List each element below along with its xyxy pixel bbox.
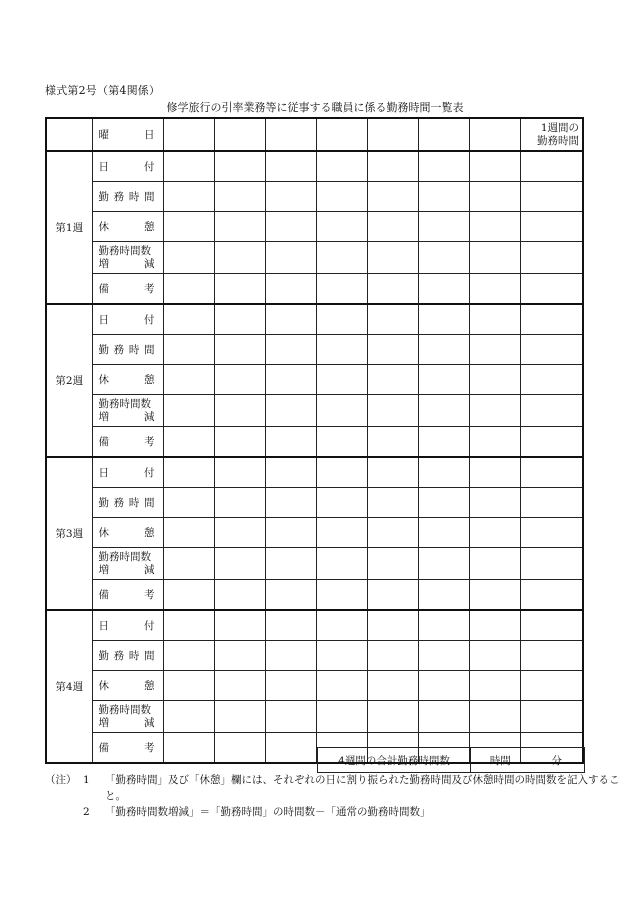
header-day-of-week: 曜 日 [92, 118, 163, 151]
week-1-work-hours-row [46, 182, 583, 212]
entry-cell[interactable] [163, 701, 214, 733]
row-label-line1: 勤務時間数 [98, 244, 151, 257]
row-label-line2: 増 減 [98, 257, 155, 270]
weekly-total-cell[interactable] [520, 242, 583, 274]
week-label: 第1週 [46, 151, 92, 304]
entry-cell[interactable] [469, 365, 520, 395]
header-day-cell[interactable] [316, 118, 367, 151]
row-label-line2: 増 減 [98, 716, 155, 729]
entry-cell[interactable] [418, 335, 469, 365]
entry-cell[interactable] [469, 641, 520, 671]
weekly-total-cell[interactable] [520, 365, 583, 395]
entry-cell[interactable] [214, 548, 265, 580]
entry-cell[interactable] [316, 518, 367, 548]
entry-cell[interactable] [367, 151, 418, 182]
row-label-line1: 勤務時間数 [98, 550, 151, 563]
entry-cell[interactable] [316, 335, 367, 365]
week-1-rest-row [46, 212, 583, 242]
row-label: 休 憩 [92, 518, 163, 548]
weekly-total-cell[interactable] [520, 671, 583, 701]
entry-cell[interactable] [367, 518, 418, 548]
entry-cell[interactable] [316, 365, 367, 395]
row-label: 備 考 [92, 427, 163, 458]
entry-cell[interactable] [469, 701, 520, 733]
weekly-total-cell[interactable] [520, 518, 583, 548]
entry-cell[interactable] [418, 274, 469, 305]
document-title: 修学旅行の引率業務等に従事する職員に係る勤務時間一覧表 [166, 101, 464, 114]
entry-cell[interactable] [214, 182, 265, 212]
entry-cell[interactable] [163, 151, 214, 182]
entry-cell[interactable] [214, 733, 265, 764]
note-text: 「勤務時間」及び「休憩」欄には、それぞれの日に割り振られた勤務時間及び休憩時間の時間数を記入すること。 [105, 774, 620, 802]
entry-cell[interactable] [469, 182, 520, 212]
entry-cell[interactable] [163, 457, 214, 488]
entry-cell[interactable] [316, 457, 367, 488]
entry-cell[interactable] [214, 701, 265, 733]
week-2-hours-change-row [46, 395, 583, 427]
entry-cell[interactable] [469, 242, 520, 274]
entry-cell[interactable] [367, 580, 418, 611]
row-label: 備 考 [92, 580, 163, 611]
week-3-date-row [46, 457, 583, 488]
entry-cell[interactable] [163, 395, 214, 427]
entry-cell[interactable] [367, 671, 418, 701]
note-number: 1 [83, 774, 90, 786]
header-day-cell[interactable] [265, 118, 316, 151]
week-4-hours-change-row [46, 701, 583, 733]
entry-cell[interactable] [214, 518, 265, 548]
header-day-cell[interactable] [214, 118, 265, 151]
entry-cell[interactable] [418, 395, 469, 427]
entry-cell[interactable] [265, 518, 316, 548]
entry-cell[interactable] [418, 701, 469, 733]
header-day-cell[interactable] [163, 118, 214, 151]
entry-cell[interactable] [418, 242, 469, 274]
entry-cell[interactable] [163, 488, 214, 518]
entry-cell[interactable] [214, 427, 265, 458]
entry-cell[interactable] [367, 335, 418, 365]
week-4-date-row [46, 610, 583, 641]
entry-cell[interactable] [418, 548, 469, 580]
entry-cell[interactable] [367, 182, 418, 212]
entry-cell[interactable] [367, 701, 418, 733]
entry-cell[interactable] [418, 488, 469, 518]
entry-cell[interactable] [367, 365, 418, 395]
row-label: 休 憩 [92, 365, 163, 395]
header-weekly-total-line2: 勤務時間 [537, 134, 579, 147]
entry-cell[interactable] [469, 151, 520, 182]
entry-cell[interactable] [469, 457, 520, 488]
entry-cell[interactable] [367, 457, 418, 488]
entry-cell[interactable] [163, 641, 214, 671]
entry-cell[interactable] [214, 610, 265, 641]
week-3-hours-change-row [46, 548, 583, 580]
header-corner-cell [46, 118, 92, 151]
week-1-remarks-row [46, 274, 583, 305]
week-label: 第2週 [46, 304, 92, 457]
note-item-1 [45, 772, 625, 804]
entry-cell[interactable] [316, 580, 367, 611]
entry-cell[interactable] [316, 395, 367, 427]
entry-cell[interactable] [469, 671, 520, 701]
entry-cell[interactable] [316, 212, 367, 242]
entry-cell[interactable] [163, 212, 214, 242]
row-label: 勤 務 時 間 [92, 335, 163, 365]
entry-cell[interactable] [367, 427, 418, 458]
entry-cell[interactable] [265, 151, 316, 182]
four-week-total-label: 4週間の合計勤務時間数 [318, 748, 471, 773]
row-label: 勤 務 時 間 [92, 488, 163, 518]
entry-cell[interactable] [367, 242, 418, 274]
entry-cell[interactable] [367, 488, 418, 518]
note-text: 「勤務時間数増減」＝「勤務時間」の時間数－「通常の勤務時間数」 [105, 806, 431, 818]
entry-cell[interactable] [367, 304, 418, 335]
week-1-hours-change-row [46, 242, 583, 274]
entry-cell[interactable] [163, 733, 214, 764]
entry-cell[interactable] [367, 395, 418, 427]
entry-cell[interactable] [163, 182, 214, 212]
entry-cell[interactable] [214, 488, 265, 518]
row-label: 休 憩 [92, 212, 163, 242]
entry-cell[interactable] [265, 182, 316, 212]
form-number-label: 様式第2号（第4関係） [45, 84, 161, 97]
entry-cell[interactable] [163, 518, 214, 548]
row-label [92, 548, 163, 580]
entry-cell[interactable] [316, 274, 367, 305]
entry-cell[interactable] [265, 212, 316, 242]
weekly-total-cell[interactable] [520, 182, 583, 212]
entry-cell[interactable] [367, 212, 418, 242]
row-label: 勤 務 時 間 [92, 641, 163, 671]
header-day-cell[interactable] [367, 118, 418, 151]
entry-cell[interactable] [418, 610, 469, 641]
row-label: 日 付 [92, 457, 163, 488]
entry-cell[interactable] [418, 671, 469, 701]
week-label: 第3週 [46, 457, 92, 610]
week-3-work-hours-row [46, 488, 583, 518]
weekly-total-cell[interactable] [520, 212, 583, 242]
entry-cell[interactable] [418, 182, 469, 212]
entry-cell[interactable] [265, 580, 316, 611]
weekly-total-cell[interactable] [520, 427, 583, 458]
entry-cell[interactable] [214, 274, 265, 305]
row-label: 日 付 [92, 610, 163, 641]
entry-cell[interactable] [469, 610, 520, 641]
row-label-line1: 勤務時間数 [98, 703, 151, 716]
entry-cell[interactable] [265, 395, 316, 427]
minutes-unit: 分 [551, 754, 562, 767]
entry-cell[interactable] [265, 671, 316, 701]
entry-cell[interactable] [418, 304, 469, 335]
entry-cell[interactable] [469, 427, 520, 458]
four-week-total-table [317, 747, 585, 773]
entry-cell[interactable] [214, 457, 265, 488]
week-3-rest-row [46, 518, 583, 548]
entry-cell[interactable] [418, 151, 469, 182]
row-label: 日 付 [92, 304, 163, 335]
entry-cell[interactable] [367, 548, 418, 580]
entry-cell[interactable] [265, 641, 316, 671]
entry-cell[interactable] [367, 274, 418, 305]
entry-cell[interactable] [469, 580, 520, 611]
week-4-rest-row [46, 671, 583, 701]
header-weekly-total [520, 118, 583, 151]
weekly-total-cell[interactable] [520, 488, 583, 518]
entry-cell[interactable] [418, 427, 469, 458]
entry-cell[interactable] [316, 427, 367, 458]
entry-cell[interactable] [316, 701, 367, 733]
row-label [92, 701, 163, 733]
entry-cell[interactable] [367, 610, 418, 641]
entry-cell[interactable] [265, 733, 316, 764]
entry-cell[interactable] [469, 304, 520, 335]
entry-cell[interactable] [469, 274, 520, 305]
entry-cell[interactable] [265, 488, 316, 518]
entry-cell[interactable] [418, 212, 469, 242]
entry-cell[interactable] [265, 365, 316, 395]
row-label: 備 考 [92, 274, 163, 305]
entry-cell[interactable] [469, 212, 520, 242]
entry-cell[interactable] [214, 365, 265, 395]
header-day-cell[interactable] [469, 118, 520, 151]
entry-cell[interactable] [214, 335, 265, 365]
weekly-total-cell[interactable] [520, 548, 583, 580]
entry-cell[interactable] [316, 182, 367, 212]
notes-section [45, 772, 625, 820]
entry-cell[interactable] [469, 335, 520, 365]
entry-cell[interactable] [316, 641, 367, 671]
entry-cell[interactable] [469, 518, 520, 548]
entry-cell[interactable] [316, 304, 367, 335]
entry-cell[interactable] [316, 151, 367, 182]
entry-cell[interactable] [163, 242, 214, 274]
entry-cell[interactable] [265, 274, 316, 305]
entry-cell[interactable] [367, 641, 418, 671]
entry-cell[interactable] [163, 274, 214, 305]
week-2-rest-row [46, 365, 583, 395]
entry-cell[interactable] [418, 641, 469, 671]
week-2-remarks-row [46, 427, 583, 458]
weekly-total-cell[interactable] [520, 274, 583, 305]
entry-cell[interactable] [214, 242, 265, 274]
entry-cell[interactable] [316, 548, 367, 580]
entry-cell[interactable] [316, 488, 367, 518]
entry-cell[interactable] [265, 427, 316, 458]
entry-cell[interactable] [265, 701, 316, 733]
entry-cell[interactable] [265, 548, 316, 580]
entry-cell[interactable] [418, 518, 469, 548]
entry-cell[interactable] [163, 304, 214, 335]
entry-cell[interactable] [214, 212, 265, 242]
entry-cell[interactable] [469, 395, 520, 427]
entry-cell[interactable] [316, 671, 367, 701]
entry-cell[interactable] [469, 548, 520, 580]
row-label: 休 憩 [92, 671, 163, 701]
entry-cell[interactable] [163, 335, 214, 365]
row-label: 日 付 [92, 151, 163, 182]
four-week-total-value[interactable] [471, 748, 585, 773]
row-label: 備 考 [92, 733, 163, 764]
entry-cell[interactable] [214, 671, 265, 701]
week-1-date-row [46, 151, 583, 182]
note-number: 2 [83, 806, 90, 818]
entry-cell[interactable] [418, 457, 469, 488]
entry-cell[interactable] [163, 548, 214, 580]
entry-cell[interactable] [265, 610, 316, 641]
entry-cell[interactable] [418, 365, 469, 395]
header-weekly-total-line1: 1週間の [540, 121, 579, 134]
week-2-date-row [46, 304, 583, 335]
row-label [92, 242, 163, 274]
weekly-total-cell[interactable] [520, 457, 583, 488]
header-row [46, 118, 583, 151]
entry-cell[interactable] [214, 641, 265, 671]
entry-cell[interactable] [316, 242, 367, 274]
weekly-total-cell[interactable] [520, 151, 583, 182]
entry-cell[interactable] [418, 580, 469, 611]
four-week-total-row [318, 748, 585, 773]
row-label-line2: 増 減 [98, 563, 155, 576]
row-label-line1: 勤務時間数 [98, 397, 151, 410]
entry-cell[interactable] [214, 580, 265, 611]
weekly-total-cell[interactable] [520, 304, 583, 335]
entry-cell[interactable] [214, 395, 265, 427]
weekly-total-cell[interactable] [520, 701, 583, 733]
entry-cell[interactable] [316, 610, 367, 641]
entry-cell[interactable] [265, 335, 316, 365]
entry-cell[interactable] [163, 671, 214, 701]
entry-cell[interactable] [265, 242, 316, 274]
work-hours-table [45, 117, 584, 764]
row-label [92, 395, 163, 427]
entry-cell[interactable] [163, 610, 214, 641]
entry-cell[interactable] [214, 304, 265, 335]
entry-cell[interactable] [163, 580, 214, 611]
weekly-total-cell[interactable] [520, 395, 583, 427]
entry-cell[interactable] [163, 365, 214, 395]
notes-heading: （注） [45, 774, 77, 786]
entry-cell[interactable] [469, 488, 520, 518]
row-label: 勤 務 時 間 [92, 182, 163, 212]
entry-cell[interactable] [214, 151, 265, 182]
weekly-total-cell[interactable] [520, 641, 583, 671]
hours-unit: 時間 [489, 754, 511, 767]
week-2-work-hours-row [46, 335, 583, 365]
header-day-cell[interactable] [418, 118, 469, 151]
entry-cell[interactable] [265, 457, 316, 488]
weekly-total-cell[interactable] [520, 335, 583, 365]
week-3-remarks-row [46, 580, 583, 611]
week-4-work-hours-row [46, 641, 583, 671]
weekly-total-cell[interactable] [520, 580, 583, 611]
weekly-total-cell[interactable] [520, 610, 583, 641]
row-label-line2: 増 減 [98, 410, 155, 423]
entry-cell[interactable] [163, 427, 214, 458]
week-label: 第4週 [46, 610, 92, 763]
entry-cell[interactable] [265, 304, 316, 335]
note-item-2 [45, 804, 625, 820]
